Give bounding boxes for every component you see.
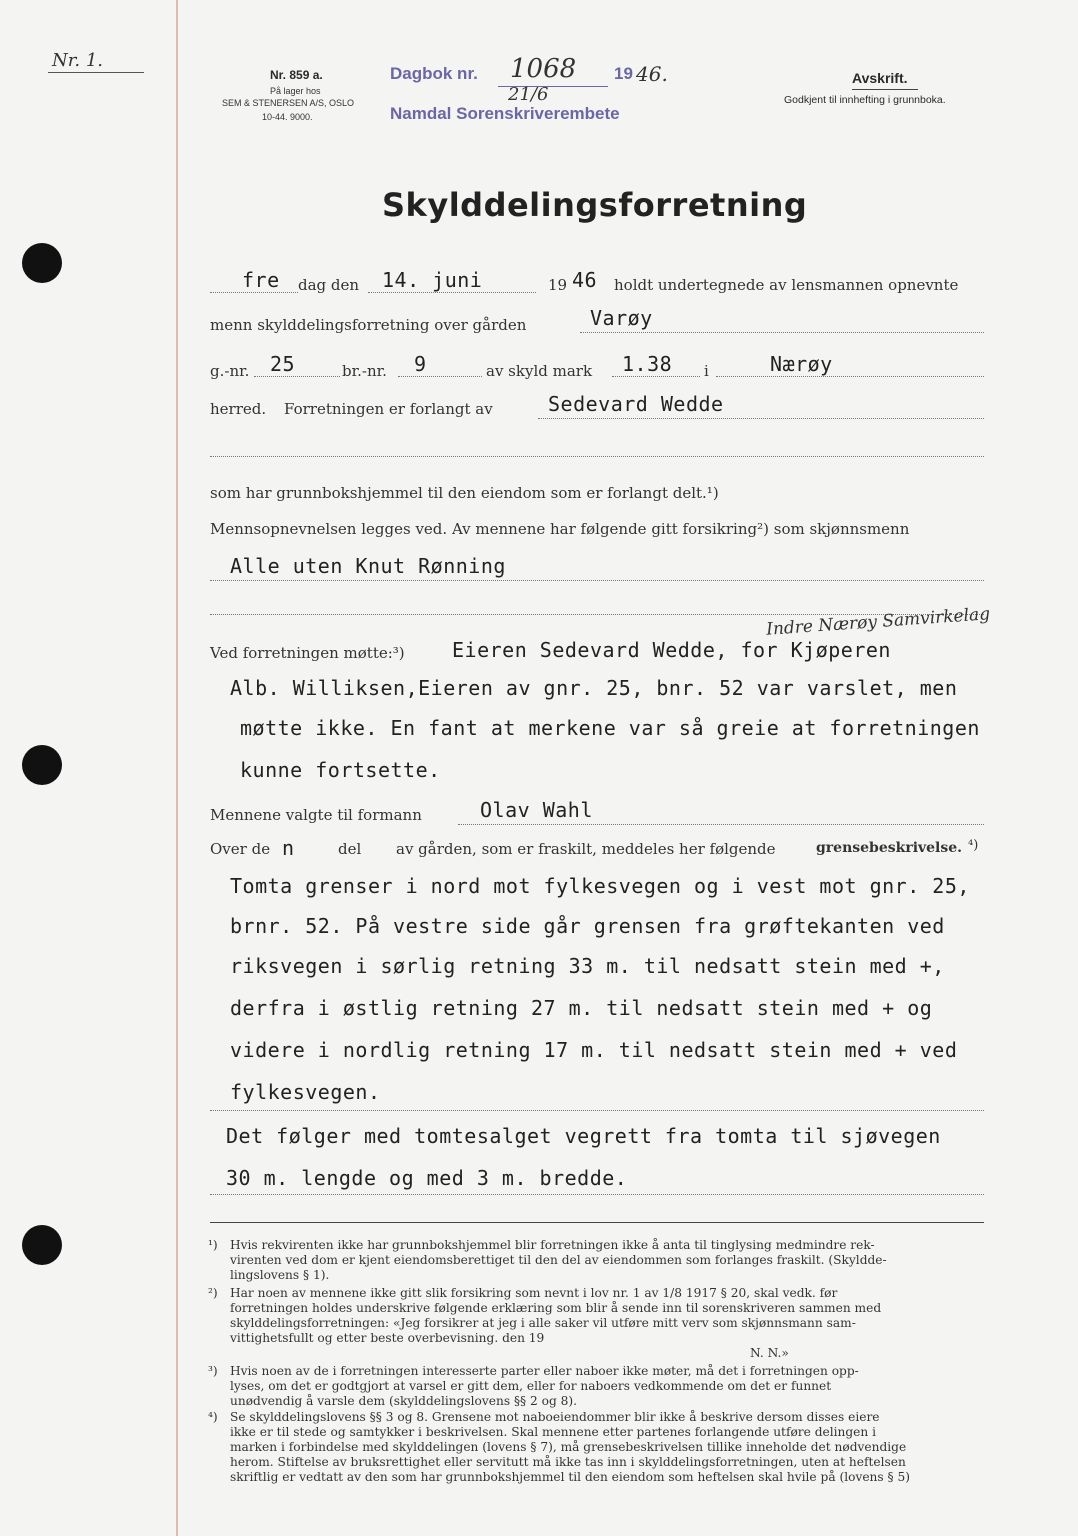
punch-hole-middle bbox=[22, 745, 62, 785]
gnr-label: g.-nr. bbox=[210, 362, 250, 380]
dagbok-year: 46. bbox=[636, 62, 668, 86]
boundary-underline-6 bbox=[210, 1110, 984, 1111]
grunnbok-text: som har grunnbokshjemmel til den eiendom som er forlangt delt.¹) bbox=[210, 484, 719, 502]
boundary-line-1: Tomta grenser i nord mot fylkesvegen og i vest mot gnr. 25, bbox=[230, 874, 970, 898]
punch-hole-top bbox=[22, 243, 62, 283]
avskrift-note: Godkjent til innhefting i grunnboka. bbox=[784, 94, 946, 106]
publisher-line-2: SEM & STENERSEN A/S, OSLO bbox=[222, 98, 355, 108]
footnote-1 bbox=[208, 1238, 887, 1283]
publisher-line-3: 10-44. 9000. bbox=[262, 112, 313, 122]
footnote-2 bbox=[208, 1286, 882, 1361]
footnote-1-line: lingslovens § 1). bbox=[230, 1268, 330, 1282]
footnote-4-line: skriftlig er vedtatt av den som har grunnbokshjemmel til den eiendom som heftelsen skal hvile på (lovens § 5) bbox=[230, 1470, 911, 1484]
boundary-underline-8 bbox=[210, 1194, 984, 1195]
present-label: Ved forretningen møtte:³) bbox=[210, 644, 405, 662]
footnote-4-line: ikke er til stede og samtykker i beskrivelsen. Skal mennene etter partenes forlangende utføre delingen i bbox=[230, 1425, 876, 1439]
date-value: 14. juni bbox=[382, 268, 483, 292]
farm-underline bbox=[580, 332, 984, 333]
footnote-1-line: virenten ved dom er kjent eiendomsberettiget til den del av eiendommen som forlanges fraskilt. (Skyldde- bbox=[230, 1253, 887, 1267]
gnr-value: 25 bbox=[270, 352, 296, 376]
form-number: Nr. 859 a. bbox=[270, 68, 323, 82]
present-line-3: møtte ikke. En fant at merkene var så greie at forretningen bbox=[240, 716, 980, 740]
year-prefix: 19 bbox=[548, 276, 568, 294]
brnr-underline bbox=[398, 376, 482, 377]
brnr-label: br.-nr. bbox=[342, 362, 387, 380]
footnote-4-marker: ⁴) bbox=[208, 1410, 218, 1424]
footnote-1-line: Hvis rekvirenten ikke har grunnbokshjemmel blir forretningen ikke å anta til tinglysing medmindre rek- bbox=[230, 1238, 875, 1252]
municipality-underline bbox=[716, 376, 984, 377]
day-suffix: dag den bbox=[298, 276, 360, 294]
day-underline bbox=[210, 292, 298, 293]
present-line-2: Alb. Williksen,Eieren av gnr. 25, bnr. 52 var varslet, men bbox=[230, 676, 958, 700]
footnote-1-marker: ¹) bbox=[208, 1238, 218, 1252]
boundary-line-4: derfra i østlig retning 27 m. til nedsatt stein med + og bbox=[230, 996, 933, 1020]
gnr-underline bbox=[254, 376, 340, 377]
men-text: menn skylddelingsforretning over gården bbox=[210, 316, 527, 334]
avskrift-title: Avskrift. bbox=[852, 70, 908, 86]
farm-value: Varøy bbox=[590, 306, 653, 330]
held-text: holdt undertegnede av lensmannen opnevnte bbox=[614, 276, 959, 294]
boundary-line-6: fylkesvegen. bbox=[230, 1080, 381, 1104]
chair-value: Olav Wahl bbox=[480, 798, 593, 822]
skyld-underline bbox=[612, 376, 700, 377]
footnote-2-signature: N. N.» bbox=[750, 1346, 789, 1360]
chair-underline bbox=[458, 824, 984, 825]
footnote-4 bbox=[208, 1410, 911, 1485]
boundary-line-8: 30 m. lengde og med 3 m. bredde. bbox=[226, 1166, 628, 1190]
herred-label: herred. bbox=[210, 400, 267, 418]
footnote-2-line: Har noen av mennene ikke gitt slik forsikring som nevnt i lov nr. 1 av 1/8 1917 § 20, skal vedk. før bbox=[230, 1286, 838, 1300]
grense-sup: ⁴) bbox=[968, 838, 979, 853]
dagbok-date: 21/6 bbox=[508, 84, 549, 105]
footnote-2-line: vittighetsfullt og etter beste overbevisning. den 19 bbox=[230, 1331, 545, 1345]
punch-hole-bottom bbox=[22, 1225, 62, 1265]
stamp-office: Namdal Sorenskriverembete bbox=[390, 104, 620, 123]
margin-line bbox=[176, 0, 178, 1536]
gard-text: av gården, som er fraskilt, meddeles her følgende bbox=[396, 840, 776, 858]
stamp-dagbok-label: Dagbok nr. bbox=[390, 64, 478, 83]
boundary-line-2: brnr. 52. På vestre side går grensen fra grøftekanten ved bbox=[230, 914, 945, 938]
forsikring-value: Alle uten Knut Rønning bbox=[230, 554, 506, 578]
footnote-4-line: marken i forbindelse med skylddelingen (lovens § 7), må grensebeskrivelsen tillike inneholde det nødvendige bbox=[230, 1440, 907, 1454]
over-value: n bbox=[282, 836, 295, 860]
footnote-3-line: Hvis noen av de i forretningen interesserte parter eller naboer ikke møter, må det i forretningen opp- bbox=[230, 1364, 859, 1378]
requested-value: Sedevard Wedde bbox=[548, 392, 724, 416]
footnote-3-line: lyses, om det er godtgjort at varsel er gitt dem, eller for naboers vedkommende om det er funnet bbox=[230, 1379, 832, 1393]
grense-bold: grensebeskrivelse. bbox=[816, 840, 963, 856]
footnote-2-line: skylddelingsforretningen: «Jeg forsikrer at jeg i alle saker vil utføre mitt verv som skjønnsmann sam- bbox=[230, 1316, 856, 1330]
forsikring-underline bbox=[210, 580, 984, 581]
i-label: i bbox=[704, 362, 709, 380]
boundary-line-3: riksvegen i sørlig retning 33 m. til nedsatt stein med +, bbox=[230, 954, 945, 978]
year-value: 46 bbox=[572, 268, 598, 292]
dagbok-number: 1068 bbox=[510, 54, 577, 84]
nr-label: Nr. 1. bbox=[52, 50, 103, 71]
municipality-value: Nærøy bbox=[770, 352, 833, 376]
footnote-4-line: Se skylddelingslovens §§ 3 og 8. Grensene mot naboeiendommer blir ikke å beskrive dersom disses eiere bbox=[230, 1410, 880, 1424]
requested-underline bbox=[538, 418, 984, 419]
over-label: Over de bbox=[210, 840, 271, 858]
present-line-4: kunne fortsette. bbox=[240, 758, 441, 782]
del-label: del bbox=[338, 840, 362, 858]
boundary-line-5: videre i nordlig retning 17 m. til nedsatt stein med + ved bbox=[230, 1038, 958, 1062]
document-title: Skylddelingsforretning bbox=[382, 186, 808, 224]
present-line-1: Eieren Sedevard Wedde, for Kjøperen bbox=[452, 638, 891, 662]
requested-label: Forretningen er forlangt av bbox=[284, 400, 493, 418]
brnr-value: 9 bbox=[414, 352, 427, 376]
skyld-label: av skyld mark bbox=[486, 362, 593, 380]
footnote-3 bbox=[208, 1364, 859, 1409]
avskrift-underline bbox=[852, 89, 918, 90]
footnote-separator bbox=[210, 1222, 984, 1223]
date-underline bbox=[368, 292, 536, 293]
day-value: fre bbox=[242, 268, 280, 292]
footnote-4-line: herom. Stiftelse av bruksrettighet eller servitutt må ikke tas inn i skylddelingsforretningen, uten at heftelsen bbox=[230, 1455, 906, 1469]
stamp-year-prefix: 19 bbox=[614, 64, 633, 83]
blank-line-1 bbox=[210, 456, 984, 457]
skyld-value: 1.38 bbox=[622, 352, 673, 376]
chair-label: Mennene valgte til formann bbox=[210, 806, 422, 824]
boundary-line-7: Det følger med tomtesalget vegrett fra tomta til sjøvegen bbox=[226, 1124, 941, 1148]
footnote-3-marker: ³) bbox=[208, 1364, 218, 1378]
nr-underline bbox=[48, 72, 144, 73]
mennsopp-text: Mennsopnevnelsen legges ved. Av mennene har følgende gitt forsikring²) som skjønnsmenn bbox=[210, 520, 910, 538]
present-annotation: Indre Nærøy Samvirkelag bbox=[765, 604, 991, 640]
publisher-line-1: På lager hos bbox=[270, 86, 321, 96]
footnote-2-line: forretningen holdes underskrive følgende erklæring som blir å sende inn til sorenskriveren sammen med bbox=[230, 1301, 882, 1315]
footnote-3-line: unødvendig å varsle dem (skylddelingslovens §§ 2 og 8). bbox=[230, 1394, 578, 1408]
footnote-2-marker: ²) bbox=[208, 1286, 218, 1300]
